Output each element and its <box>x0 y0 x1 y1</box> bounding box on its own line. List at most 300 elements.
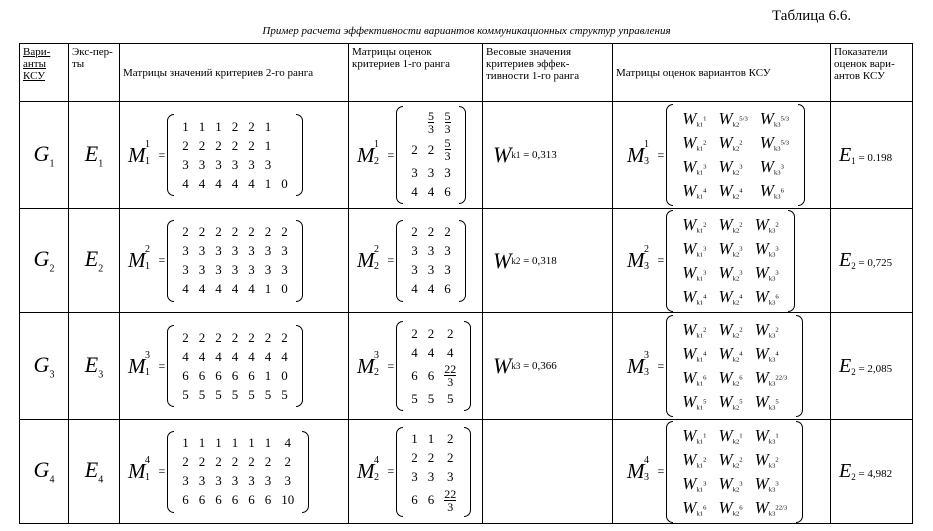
matrix-value: 3 <box>281 262 288 277</box>
matrix-value: $\frac{5}{3}$ <box>444 110 451 135</box>
matrix-value: $W_{k3}^3$ <box>759 157 784 177</box>
weight-label: W <box>493 142 512 167</box>
weight-cell <box>483 102 613 209</box>
matrix-value: $W_{k2}^2$ <box>718 214 743 235</box>
matrix-value: $W_{k1}^2$ <box>682 214 707 235</box>
matrix-value: 6 <box>444 281 451 296</box>
header-criteria1: Матрицы оценок критериев 1-го ранга <box>349 44 483 102</box>
matrix-value: $W_{k1}^2$ <box>682 133 707 153</box>
matrix-value: 3 <box>427 164 435 180</box>
matrix-value: 3 <box>198 243 206 258</box>
matrix-value: 3 <box>182 156 189 172</box>
matrix-value: 4 <box>411 183 418 199</box>
matrix-value: 2 <box>411 450 418 465</box>
matrix-name: M 3 3 <box>627 349 649 378</box>
matrix-value: 2 <box>182 137 189 153</box>
matrix-value: 1 <box>264 175 272 191</box>
matrix-value: $W_{k2}^5$ <box>718 392 743 412</box>
matrix-value: 3 <box>182 473 189 488</box>
matrix-value: 2 <box>215 454 222 469</box>
matrix-value: 3 <box>264 473 272 488</box>
matrix-value: 5 <box>427 390 435 406</box>
matrix-value: $W_{k2}^4$ <box>718 286 743 307</box>
matrix-value: 4 <box>182 175 189 191</box>
matrix-value: 2 <box>411 224 418 239</box>
variant-label: G <box>33 246 50 272</box>
indicator-index: 2 <box>851 261 856 272</box>
matrix-value: 6 <box>248 492 255 507</box>
matrix-name: M 4 2 <box>357 455 379 483</box>
header-variants: Вари-анты КСУ <box>20 44 69 102</box>
matrix-value: $W_{k3}^3$ <box>754 473 779 494</box>
matrix-value: $W_{k1}^3$ <box>682 262 707 283</box>
matrix-value: 3 <box>411 262 418 277</box>
matrix-value: 4 <box>182 348 189 364</box>
criteria2-matrix-cell: M 3 1 = 2 2 2 2 2 2 2 4 4 4 4 4 4 4 6 6 6 6 6 1 0 5 5 5 5 5 5 5 <box>120 313 349 420</box>
matrix-value: 5 <box>198 386 206 402</box>
matrix-value: 6 <box>264 492 272 507</box>
matrix-value: 3 <box>198 156 206 172</box>
matrix-value: 6 <box>198 367 206 383</box>
matrix-value: 2 <box>411 141 418 157</box>
matrix-value: 3 <box>411 469 418 484</box>
matrix-value: 2 <box>447 325 454 341</box>
matrix-value: 2 <box>231 329 239 345</box>
matrix-value: 1 <box>215 118 222 134</box>
matrix-value: 2 <box>248 118 255 134</box>
matrix <box>167 114 303 196</box>
variant-label: G <box>33 351 50 377</box>
matrix-value: $W_{k1}^6$ <box>682 368 707 388</box>
matrix-value: 0 <box>281 367 288 383</box>
matrix-value: $W_{k3}^{22/3}$ <box>754 368 788 388</box>
matrix-value: 6 <box>427 367 435 383</box>
matrix-name: M 1 1 <box>128 138 150 167</box>
matrix-value: 4 <box>284 435 292 450</box>
variant-matrix-cell: M 3 3 = $W_{k1}^2$ $W_{k2}^2$ $W_{k3}^2$ $W_{k1}^4$ $W_{k2}^4$ $W_{k3}^4$ $W_{k1}^6$ $W_{k2}^6$ $W_{k3}^{22/3}$ $W_{k1}^5$ $W_{k2}^5$ $W_{k3}^5$ <box>613 313 831 420</box>
matrix-name: M 3 1 <box>128 349 150 378</box>
matrix-value: 5 <box>264 386 272 402</box>
matrix-value: 2 <box>427 450 435 465</box>
variant-index: 1 <box>49 158 55 170</box>
criteria1-matrix-cell: M 3 2 = 2 2 2 4 4 4 6 6 $\frac{22}{3}$ 5 5 5 <box>349 313 483 420</box>
matrix-value: $W_{k1}^5$ <box>682 392 707 412</box>
ksu-table <box>19 43 913 524</box>
matrix-value: 3 <box>427 243 435 258</box>
matrix-value: 4 <box>427 183 435 199</box>
weight-cell <box>483 420 613 524</box>
matrix-value: 6 <box>215 492 222 507</box>
matrix-value: 4 <box>215 175 222 191</box>
matrix-value: 3 <box>411 243 418 258</box>
matrix-value: 2 <box>447 450 454 465</box>
matrix-value: 3 <box>182 262 189 277</box>
matrix-value: 6 <box>231 367 239 383</box>
weight-value: = 0,366 <box>523 360 557 372</box>
matrix-value: $W_{k1}^6$ <box>682 497 707 518</box>
indicator-cell <box>831 420 913 524</box>
matrix-value: 1 <box>264 435 272 450</box>
matrix-value: $W_{k2}^{5/3}$ <box>718 109 748 129</box>
variant-matrix-cell: M 4 3 = $W_{k1}^1$ $W_{k2}^1$ $W_{k3}^1$ $W_{k1}^2$ $W_{k2}^2$ $W_{k3}^2$ $W_{k1}^3$ $W_{k2}^3$ $W_{k3}^3$ $W_{k1}^6$ $W_{k2}^6$ $W_{k3}^{22/3}$ <box>613 420 831 524</box>
matrix-value: 5 <box>231 386 239 402</box>
matrix-value: 5 <box>248 386 255 402</box>
matrix-value: 3 <box>231 473 239 488</box>
matrix-value: 2 <box>248 454 255 469</box>
matrix-value: 4 <box>264 348 272 364</box>
expert-cell <box>69 209 120 313</box>
matrix-value: $W_{k2}^6$ <box>718 368 743 388</box>
matrix-value: 2 <box>182 454 189 469</box>
weight-sub: k3 <box>511 361 521 371</box>
table-row <box>20 102 913 209</box>
matrix-value: 2 <box>248 137 255 153</box>
matrix-value: 3 <box>248 156 255 172</box>
indicator-cell <box>831 209 913 313</box>
weight-label: W <box>493 353 512 378</box>
matrix-value: 2 <box>231 137 239 153</box>
matrix-value: $W_{k3}^{22/3}$ <box>754 497 788 518</box>
expert-cell <box>69 102 120 209</box>
matrix-value: $\frac{5}{3}$ <box>428 110 435 135</box>
matrix-value: $W_{k2}^3$ <box>718 238 743 259</box>
matrix-value: $W_{k3}^2$ <box>754 449 779 470</box>
matrix-name: M 3 2 <box>357 349 379 378</box>
matrix-value: $W_{k2}^2$ <box>718 449 743 470</box>
matrix-value: 3 <box>427 469 435 484</box>
matrix-value: $W_{k3}^{5/3}$ <box>759 109 790 129</box>
indicator-label: E <box>839 354 852 377</box>
matrix-value: 6 <box>215 367 222 383</box>
matrix-value: $W_{k2}^6$ <box>718 497 743 518</box>
matrix <box>167 431 309 513</box>
matrix-value: $W_{k1}^1$ <box>682 425 707 446</box>
matrix-value: 3 <box>231 262 239 277</box>
matrix-value: $W_{k2}^1$ <box>718 425 743 446</box>
variant-cell <box>20 102 69 209</box>
matrix-value: 2 <box>198 329 206 345</box>
matrix-value: $W_{k2}^2$ <box>718 133 743 153</box>
matrix-value: 3 <box>281 243 288 258</box>
criteria1-matrix-cell: M 2 2 = 2 2 2 3 3 3 3 3 3 4 4 6 <box>349 209 483 313</box>
matrix-value: $W_{k1}^4$ <box>682 344 707 364</box>
matrix-value: 4 <box>198 281 206 296</box>
matrix-value: 1 <box>264 281 272 296</box>
variant-cell <box>20 420 69 524</box>
matrix-value: 1 <box>182 435 189 450</box>
indicator-value: = 4,982 <box>858 468 893 480</box>
matrix <box>167 220 303 302</box>
weight-label: W <box>493 247 512 273</box>
matrix-value: 2 <box>231 118 239 134</box>
matrix-value: 1 <box>182 118 189 134</box>
variant-label: G <box>33 140 50 166</box>
matrix <box>396 220 466 302</box>
matrix-value: 1 <box>198 435 206 450</box>
matrix-value: 1 <box>248 435 255 450</box>
matrix-value: 2 <box>447 431 454 446</box>
matrix-value: $W_{k3}^2$ <box>754 214 779 235</box>
matrix-value: 4 <box>215 281 222 296</box>
expert-cell <box>69 313 120 420</box>
matrix-value: $W_{k2}^4$ <box>718 344 743 364</box>
matrix-value: 4 <box>231 281 239 296</box>
table-row <box>20 313 913 420</box>
matrix-value: 2 <box>231 454 239 469</box>
table-number: Таблица 6.6. <box>772 8 852 24</box>
matrix-value: 3 <box>231 156 239 172</box>
matrix-value: 3 <box>198 262 206 277</box>
matrix-name: M 4 1 <box>128 455 150 483</box>
matrix-value <box>407 110 422 135</box>
matrix-value: 4 <box>411 344 418 360</box>
matrix-value: 4 <box>248 348 255 364</box>
matrix-value: $W_{k1}^2$ <box>682 449 707 470</box>
indicator-value: = 2,085 <box>858 362 893 375</box>
matrix-value: 5 <box>215 386 222 402</box>
variant-index: 3 <box>49 369 55 381</box>
header-criteria2: Матрицы значений критериев 2-го ранга <box>120 44 349 102</box>
header-indicators: Показатели оценок вари-антов КСУ <box>831 44 913 102</box>
matrix-value: 3 <box>427 262 435 277</box>
variant-cell <box>20 313 69 420</box>
matrix-value: $W_{k3}^2$ <box>754 320 779 340</box>
indicator-index: 2 <box>851 366 856 377</box>
indicator-cell <box>831 313 913 420</box>
expert-label: E <box>84 246 99 272</box>
matrix <box>396 427 471 517</box>
matrix-value: 6 <box>411 367 418 383</box>
matrix-name: M 4 3 <box>627 455 649 483</box>
matrix-value: $\frac{22}{3}$ <box>444 487 457 513</box>
matrix-value: 0 <box>281 175 288 191</box>
matrix-value: 3 <box>264 156 272 172</box>
matrix-value: 2 <box>264 224 272 239</box>
expert-label: E <box>84 140 99 166</box>
expert-index: 2 <box>98 263 104 275</box>
matrix-value: 4 <box>198 348 206 364</box>
expert-label: E <box>84 351 99 377</box>
matrix-value: 1 <box>264 137 272 153</box>
matrix-value: 3 <box>444 243 451 258</box>
matrix-value: $W_{k2}^3$ <box>718 262 743 283</box>
matrix-value: 2 <box>411 325 418 341</box>
matrix-name: M 2 2 <box>357 244 379 272</box>
matrix-value: 3 <box>444 164 451 180</box>
variant-cell <box>20 209 69 313</box>
matrix-value: 6 <box>444 183 451 199</box>
matrix-value: $W_{k3}^3$ <box>754 238 779 259</box>
weight-cell <box>483 209 613 313</box>
matrix-value: 2 <box>284 454 292 469</box>
indicator-label: E <box>839 460 852 482</box>
matrix-name: M 1 2 <box>357 138 379 167</box>
matrix-value: 4 <box>248 175 255 191</box>
matrix-value: 1 <box>411 431 418 446</box>
matrix-value: 10 <box>281 492 295 507</box>
matrix-value: 6 <box>231 492 239 507</box>
matrix-value: 6 <box>182 367 189 383</box>
weight-sub: k2 <box>511 255 521 266</box>
matrix-value: 4 <box>231 175 239 191</box>
matrix <box>396 321 471 411</box>
matrix-value: $\frac{22}{3}$ <box>444 363 457 388</box>
matrix-value: $W_{k3}^3$ <box>754 262 779 283</box>
expert-label: E <box>84 457 99 483</box>
matrix-value: 2 <box>182 329 189 345</box>
matrix-value: 4 <box>411 281 418 296</box>
criteria2-matrix-cell: M 4 1 = 1 1 1 1 1 1 4 2 2 2 2 2 2 2 3 3 3 3 3 3 3 6 6 6 6 6 6 10 <box>120 420 349 524</box>
variant-label: G <box>33 457 50 483</box>
matrix-value: 2 <box>182 224 189 239</box>
matrix-value: $W_{k3}^6$ <box>754 286 779 307</box>
matrix-value: 3 <box>231 243 239 258</box>
header-experts: Экс-пер-ты <box>69 44 120 102</box>
matrix <box>666 315 803 417</box>
matrix-value: 5 <box>182 386 189 402</box>
matrix-value: 2 <box>281 329 288 345</box>
matrix-value: 6 <box>182 492 189 507</box>
matrix-value: 3 <box>264 243 272 258</box>
table-caption: Пример расчета эффективности вариантов коммуникационных структур управления <box>262 25 671 37</box>
matrix-value: 3 <box>215 473 222 488</box>
matrix-value: $W_{k1}^3$ <box>682 473 707 494</box>
matrix-value: 2 <box>427 141 435 157</box>
matrix-value: 4 <box>447 344 454 360</box>
variant-index: 4 <box>49 474 55 486</box>
matrix-value: 3 <box>444 262 451 277</box>
matrix-name: M 2 1 <box>128 244 150 272</box>
matrix-value: 3 <box>264 262 272 277</box>
matrix-value: $W_{k1}^4$ <box>682 181 707 201</box>
matrix-value: $W_{k1}^1$ <box>682 109 707 129</box>
matrix-value: 5 <box>447 390 454 406</box>
variant-matrix-cell: M 1 3 = $W_{k1}^1$ $W_{k2}^{5/3}$ $W_{k3}^{5/3}$ $W_{k1}^2$ $W_{k2}^2$ $W_{k3}^{5/3}$ $W_{k1}^3$ $W_{k2}^3$ $W_{k3}^3$ $W_{k1}^4$ $W_{k2}^4$ $W_{k3}^6$ <box>613 102 831 209</box>
matrix-value: 4 <box>215 348 222 364</box>
matrix-value: 4 <box>427 281 435 296</box>
indicator-cell <box>831 102 913 209</box>
matrix-value: 3 <box>447 469 454 484</box>
matrix <box>396 106 466 204</box>
matrix-name: M 2 3 <box>627 244 649 272</box>
weight-value: = 0,318 <box>523 254 557 267</box>
expert-cell <box>69 420 120 524</box>
expert-index: 3 <box>98 369 104 381</box>
matrix-value: 2 <box>427 325 435 341</box>
matrix-value: 1 <box>264 118 272 134</box>
matrix-value: 2 <box>215 224 222 239</box>
matrix-value: 1 <box>264 367 272 383</box>
matrix-value: $W_{k2}^4$ <box>718 181 743 201</box>
matrix-value: 3 <box>248 473 255 488</box>
expert-index: 4 <box>98 474 104 486</box>
matrix-value: $W_{k1}^2$ <box>682 320 707 340</box>
criteria2-matrix-cell: M 2 1 = 2 2 2 2 2 2 2 3 3 3 3 3 3 3 3 3 3 3 3 3 3 4 4 4 4 4 1 0 <box>120 209 349 313</box>
matrix-value: 2 <box>264 454 272 469</box>
matrix-value: 4 <box>198 175 206 191</box>
matrix-value: 3 <box>198 473 206 488</box>
criteria1-matrix-cell: M 1 2 = $\frac{5}{3}$ $\frac{5}{3}$ 2 2 $\frac{5}{3}$ 3 3 3 4 4 6 <box>349 102 483 209</box>
matrix-value: $W_{k3}^5$ <box>754 392 779 412</box>
matrix-value: 4 <box>248 281 255 296</box>
matrix-value: 2 <box>198 224 206 239</box>
matrix-value: 3 <box>248 262 255 277</box>
matrix-value: 4 <box>231 348 239 364</box>
indicator-index: 1 <box>851 155 856 166</box>
matrix-value: 3 <box>248 243 255 258</box>
matrix-value: 3 <box>215 262 222 277</box>
matrix-value: 1 <box>427 431 435 446</box>
matrix-value <box>277 118 292 135</box>
matrix-value: $W_{k1}^3$ <box>682 157 707 177</box>
matrix-value: 2 <box>215 329 222 345</box>
matrix-value: 1 <box>231 435 239 450</box>
matrix-value: 2 <box>231 224 239 239</box>
indicator-index: 2 <box>851 472 856 483</box>
matrix-value: $W_{k2}^3$ <box>718 157 743 177</box>
matrix-value: $W_{k3}^4$ <box>754 344 779 364</box>
variant-index: 2 <box>49 263 55 275</box>
header-weights: Весовые значения критериев эффек-тивности 1-го ранга <box>483 44 613 102</box>
matrix-value: 3 <box>284 473 292 488</box>
weight-cell <box>483 313 613 420</box>
matrix-value: 2 <box>248 329 255 345</box>
weight-value: = 0,313 <box>523 149 557 161</box>
matrix-name: M 1 3 <box>627 138 649 167</box>
matrix-value: 5 <box>411 390 418 406</box>
criteria1-matrix-cell: M 4 2 = 1 1 2 2 2 2 3 3 3 6 6 $\frac{22}{3}$ <box>349 420 483 524</box>
matrix-value: $W_{k1}^3$ <box>682 238 707 259</box>
matrix-value: 2 <box>215 137 222 153</box>
expert-index: 1 <box>98 158 104 170</box>
indicator-label: E <box>839 249 852 271</box>
matrix-value: 2 <box>198 137 206 153</box>
matrix-value: 6 <box>248 367 255 383</box>
matrix-value: 3 <box>215 156 222 172</box>
matrix-value: 2 <box>427 224 435 239</box>
matrix-value: 5 <box>281 386 288 402</box>
matrix-value: 4 <box>182 281 189 296</box>
matrix <box>666 104 805 206</box>
matrix-value: 2 <box>198 454 206 469</box>
matrix-value: 2 <box>444 224 451 239</box>
matrix <box>666 421 803 523</box>
matrix-value: $W_{k3}^1$ <box>754 425 779 446</box>
matrix-value: $W_{k3}^{5/3}$ <box>759 133 790 153</box>
table-row <box>20 420 913 524</box>
matrix <box>167 325 303 407</box>
matrix-value: $W_{k1}^4$ <box>682 286 707 307</box>
matrix-value: 4 <box>427 344 435 360</box>
matrix-value: 2 <box>264 329 272 345</box>
indicator-value: = 0,725 <box>858 257 893 269</box>
matrix-value: $W_{k2}^3$ <box>718 473 743 494</box>
header-row <box>20 44 913 102</box>
matrix-value: 6 <box>198 492 206 507</box>
criteria2-matrix-cell: M 1 1 = 1 1 1 2 2 1 2 2 2 2 2 1 3 3 3 3 3 3 4 4 4 4 4 1 0 <box>120 102 349 209</box>
matrix-value: 1 <box>198 118 206 134</box>
matrix-value: 3 <box>182 243 189 258</box>
matrix-value: 1 <box>215 435 222 450</box>
indicator-label: E <box>839 143 852 166</box>
matrix-value <box>277 137 292 154</box>
weight-sub: k1 <box>511 150 521 160</box>
indicator-value: = 0.198 <box>858 151 893 164</box>
matrix-value: 0 <box>281 281 288 296</box>
matrix <box>666 210 794 312</box>
matrix-value: 6 <box>411 492 418 507</box>
table-row <box>20 209 913 313</box>
